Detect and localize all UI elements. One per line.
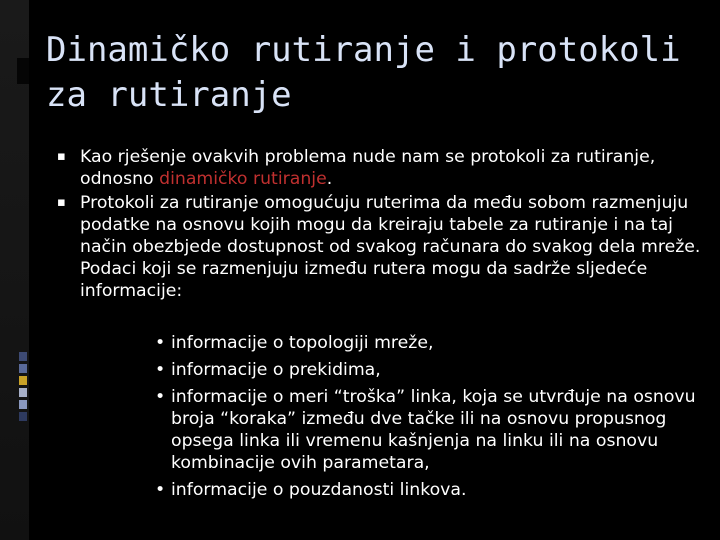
bullet-item [57,192,707,302]
accent-square [19,412,27,421]
decorative-dark-block [17,58,29,84]
bullet-text-end: . [326,169,333,189]
dot-bullet-icon: • [155,480,166,500]
info-item [155,359,710,381]
bullet-term: Protokoli za rutiranje [80,193,259,213]
dot-bullet-icon: • [155,387,166,407]
info-text: informacije o pouzdanosti linkova. [171,480,467,500]
slide-title: Dinamičko rutiranje i protokoli za rutiranje [46,30,681,115]
info-text: informacije o prekidima, [171,360,381,380]
accent-square [19,388,27,397]
info-item [155,332,710,354]
bullet-item [57,146,707,190]
accent-square [19,352,27,361]
info-item [155,386,710,474]
dot-bullet-icon: • [155,360,166,380]
accent-square [19,400,27,409]
info-item [155,479,710,501]
square-bullet-icon: ▪ [57,149,66,164]
info-list [155,332,710,506]
dot-bullet-icon: • [155,333,166,353]
info-text: informacije o topologiji mreže, [171,333,434,353]
square-bullet-icon: ▪ [57,195,66,210]
accent-square [19,364,27,373]
bullet-text: Kao rješenje ovakvih problema nude nam se protokoli za rutiranje, odnosno [80,147,656,189]
bullet-text: omogućuju ruterima da među sobom razmenjuju podatke na osnovu kojih mogu da kreiraju tabele za rutiranje i na taj način obezbjede dostupnost od svakog računara do svakog dela mreže. Podaci koji se razmenjuju između rutera mogu da sadrže sljedeće informacije: [80,193,701,301]
info-text: informacije o meri “troška” linka, koja se utvrđuje na osnovu broja “koraka” između dve tačke ili na osnovu propusnog opsega linka ili vremenu kašnjenja na linku ili na osnovu kombinacije ovih parametara, [171,387,696,473]
highlighted-term: dinamičko rutiranje [159,169,327,189]
accent-square [19,376,27,385]
bullet-list [57,146,707,304]
